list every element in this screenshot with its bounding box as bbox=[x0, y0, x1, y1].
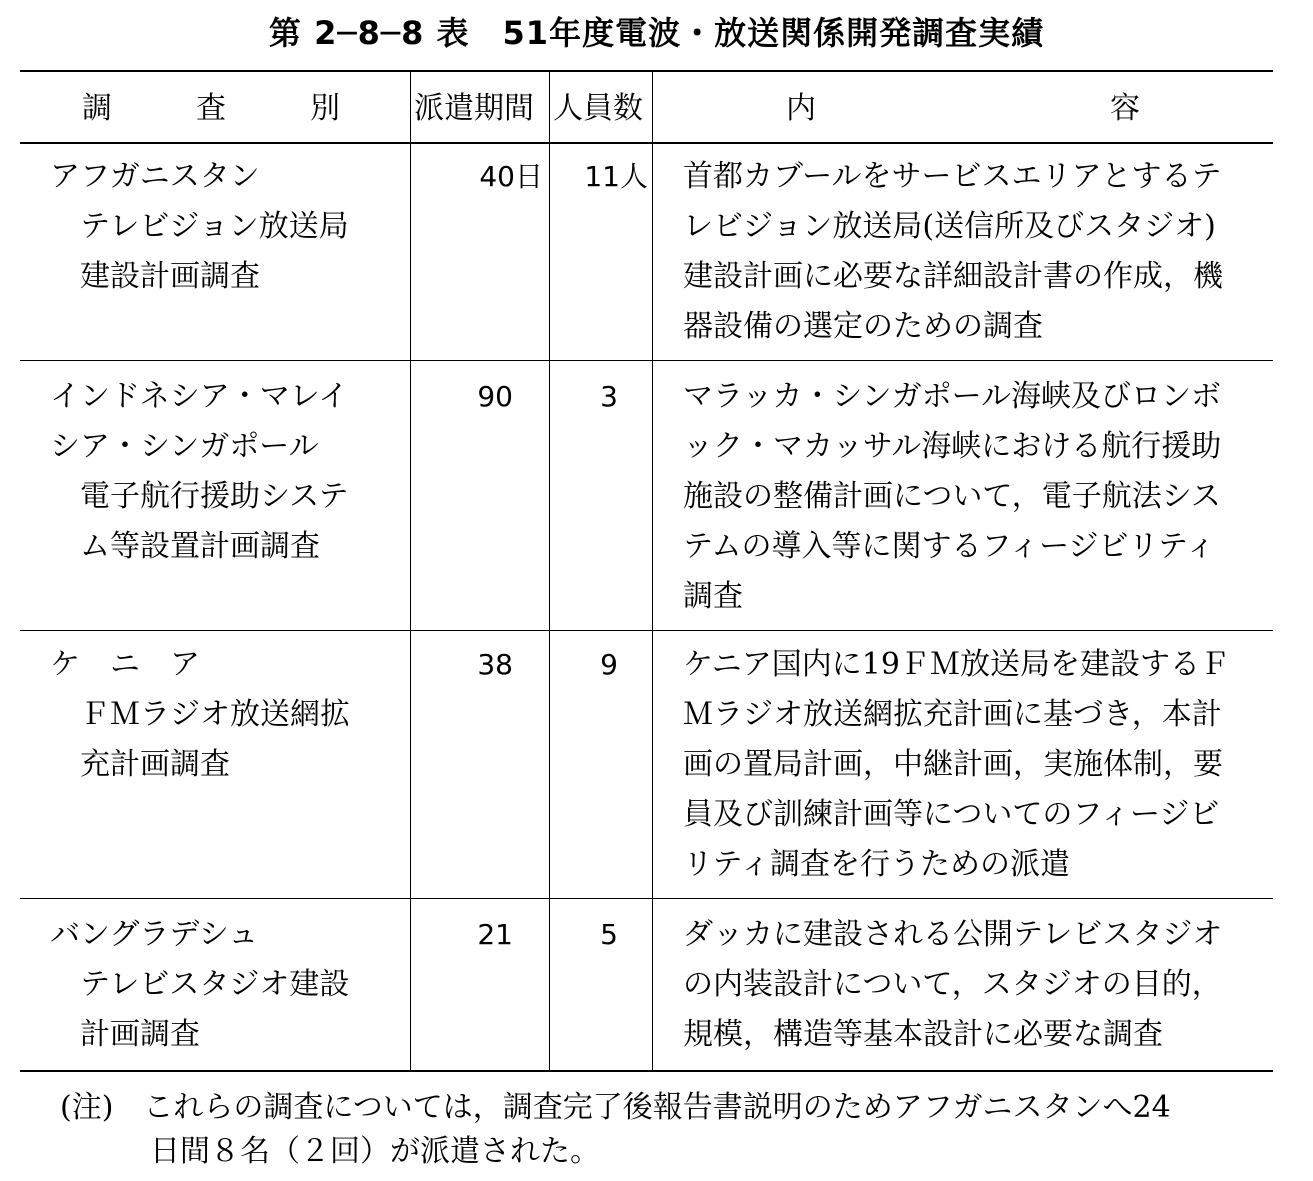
top-rule bbox=[20, 70, 1273, 72]
column-divider bbox=[410, 72, 411, 1070]
row-1-content: 首都カブールをサービスエリアとするテ レビジョン放送局(送信所及びスタジオ) 建設計画に必要な詳細設計書の作成，機 器設備の選定のための調査 bbox=[683, 159, 1223, 344]
row-3-period: 38 bbox=[477, 648, 513, 681]
row-2-survey: インドネシア・マレイ シア・シンガポール 電子航行援助システ ム等設置計画調査 bbox=[50, 379, 349, 564]
row-3-people: 9 bbox=[600, 648, 618, 681]
row-divider bbox=[20, 898, 1273, 899]
row-1-period: 40日 bbox=[479, 160, 543, 193]
row-3-survey: ケ ニ ア ＦＭラジオ放送網拡 充計画調査 bbox=[50, 647, 350, 782]
header-content-2: 容 bbox=[1110, 91, 1140, 126]
bottom-rule bbox=[20, 1070, 1273, 1072]
footnote: (注) これらの調査については，調査完了後報告書説明のためアフガニスタンへ24 日間８名（２回）が派遣された。 bbox=[60, 1090, 1171, 1169]
row-2-people: 3 bbox=[600, 380, 618, 413]
row-1-survey: アフガニスタン テレビジョン放送局 建設計画調査 bbox=[50, 159, 349, 294]
row-4-survey: バングラデシュ テレビスタジオ建設 計画調査 bbox=[50, 917, 350, 1052]
row-1-people: 11人 bbox=[584, 160, 648, 193]
header-people: 人員数 bbox=[553, 91, 643, 126]
row-2-content: マラッカ・シンガポール海峡及びロンボ ック・マカッサル海峡における航行援助 施設の整備計画について，電子航法シス テムの導入等に関するフィージビリティ 調査 bbox=[683, 379, 1222, 614]
row-2-period: 90 bbox=[477, 380, 513, 413]
row-4-period: 21 bbox=[477, 918, 513, 951]
header-period: 派遣期間 bbox=[414, 91, 534, 126]
header-survey-1: 調 bbox=[82, 91, 112, 126]
row-divider bbox=[20, 360, 1273, 361]
row-4-content: ダッカに建設される公開テレビスタジオ の内装設計について，スタジオの目的， 規模，構造等基本設計に必要な調査 bbox=[683, 917, 1223, 1052]
header-content-1: 内 bbox=[786, 91, 816, 126]
row-divider bbox=[20, 630, 1273, 631]
header-survey-2: 査 bbox=[196, 91, 226, 126]
row-4-people: 5 bbox=[600, 918, 618, 951]
column-divider bbox=[652, 72, 653, 1070]
column-divider bbox=[549, 72, 550, 1070]
table-title: 第 2─8─8 表 51年度電波・放送関係開発調査実績 bbox=[268, 14, 1045, 52]
header-survey-3: 別 bbox=[310, 91, 340, 126]
row-3-content: ケニア国内に19ＦＭ放送局を建設するＦ Ｍラジオ放送網拡充計画に基づき，本計 画の置局計画，中継計画，実施体制，要 員及び訓練計画等についてのフィージビ リティ調査を行うための派遣 bbox=[683, 647, 1230, 882]
header-rule bbox=[20, 142, 1273, 144]
